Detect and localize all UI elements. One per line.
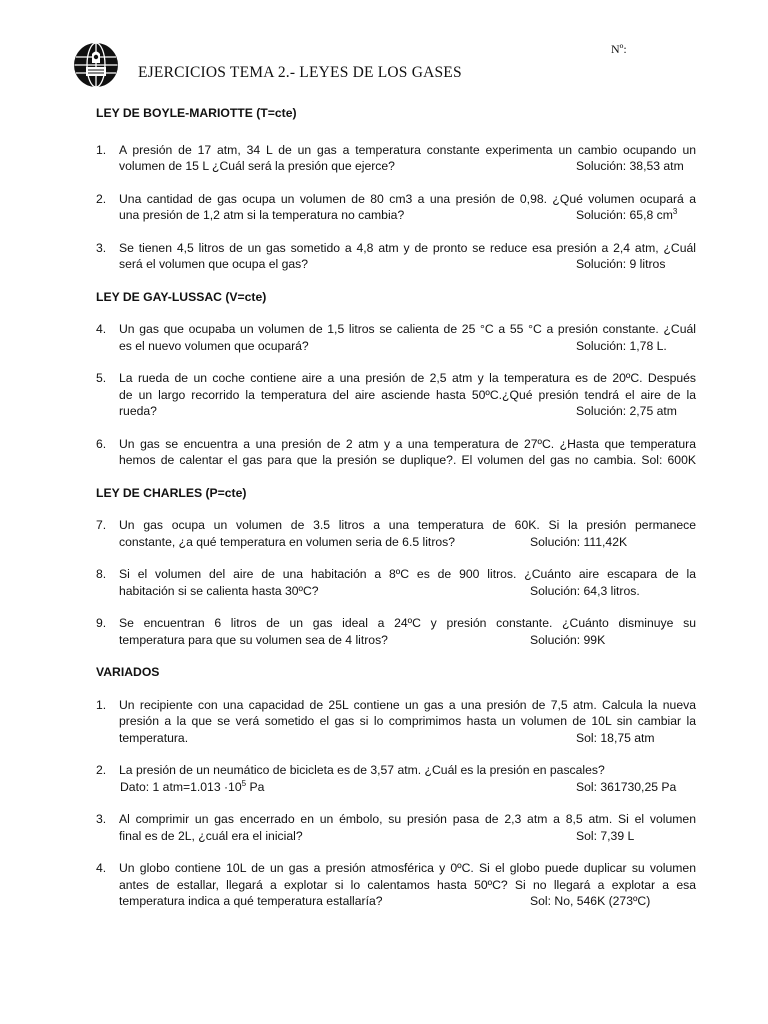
section-title: LEY DE BOYLE-MARIOTTE (T=cte) — [96, 106, 297, 120]
section-variados — [96, 664, 696, 910]
exercise-item — [96, 615, 696, 648]
exercise-item — [96, 321, 696, 354]
globe-logo-icon — [72, 41, 120, 89]
exercise-number: 2. — [96, 763, 107, 777]
exercise-item — [96, 191, 696, 224]
exercise-text: Un gas se encuentra a una presión de 2 atm y a una temperatura de 27ºC. ¿Hasta que temperatura — [119, 436, 696, 451]
exercise-number: 1. — [96, 697, 107, 712]
exercise-text: temperatura. — [119, 730, 189, 745]
solution-text: Solución: 1,78 L. — [576, 338, 667, 353]
exercise-text: antes de estallar, llegará a explotar si lo calentamos hasta 50ºC? Si no llegará a explotar a esa — [119, 877, 696, 892]
exercise-text: temperatura para que su volumen sea de 4 litros? — [119, 632, 388, 647]
solution-text: Solución: 9 litros — [576, 257, 666, 271]
exercise-item — [96, 566, 696, 599]
section-title: LEY DE CHARLES (P=cte) — [96, 485, 247, 500]
exercise-item — [96, 436, 696, 469]
exercise-item — [96, 697, 696, 747]
exercise-list — [96, 100, 696, 910]
exercise-number: 5. — [96, 371, 107, 385]
section-title: LEY DE GAY-LUSSAC (V=cte) — [96, 289, 267, 304]
solution-text: Sol: 7,39 L — [576, 828, 635, 843]
section-charles — [96, 485, 696, 649]
exercise-item — [96, 860, 696, 910]
exercise-number: 6. — [96, 436, 107, 451]
solution-text: Solución: 111,42K — [530, 534, 628, 549]
exercise-number: 4. — [96, 322, 107, 336]
solution-text: Solución: 2,75 atm — [576, 404, 677, 418]
exercise-text: Se tienen 4,5 litros de un gas sometido a 4,8 atm y de pronto se reduce esa presión a 2,4 atm, ¿Cuál — [119, 240, 696, 255]
solution-text: Solución: 64,3 litros. — [530, 583, 640, 598]
exercise-number: 3. — [96, 240, 107, 255]
exercise-text: habitación si se calienta hasta 30ºC? — [119, 583, 319, 598]
solution-text: Sol: 361730,25 Pa — [576, 779, 677, 794]
exercise-number: 3. — [96, 812, 107, 826]
exercise-number: 2. — [96, 191, 107, 206]
exercise-number: 9. — [96, 616, 107, 630]
exercise-text: La presión de un neumático de bicicleta es de 3,57 atm. ¿Cuál es la presión en pascales? — [119, 763, 605, 777]
exercise-item — [96, 370, 696, 420]
exercise-text: rueda? — [119, 404, 157, 418]
section-gay-lussac — [96, 289, 696, 469]
exercise-text: Al comprimir un gas encerrado en un émbolo, su presión pasa de 2,3 atm a 8,5 atm. Si el volumen — [119, 812, 696, 826]
exercise-item — [96, 240, 696, 273]
exercise-number: 4. — [96, 861, 107, 875]
exercise-item — [96, 811, 696, 844]
exercise-number: 1. — [96, 142, 107, 157]
solution-text: Solución: 38,53 atm — [576, 159, 684, 173]
exercise-text: Dato: 1 $atm=1.013 \cdot 10^5$ Pa — [120, 778, 265, 794]
exercise-text: Un gas ocupa un volumen de 3.5 litros a una temperatura de 60K. Si la presión permanece — [119, 518, 696, 532]
exercise-item — [96, 517, 696, 550]
exercise-text: una presión de 1,2 atm si la temperatura no cambia? — [119, 208, 405, 222]
solution-text: Solución: 65,8 $cm^3$ — [576, 207, 678, 222]
exercise-number: 7. — [96, 518, 107, 532]
exercise-text: Una cantidad de gas ocupa un volumen de 80 cm3 a una presión de 0,98. ¿Qué volumen ocupará a — [119, 191, 696, 206]
number-label: Nº: — [611, 42, 627, 56]
solution-text: Sol: 18,75 atm — [576, 730, 655, 745]
solution-text: Solución: 99K — [530, 632, 606, 647]
exercise-text: será el volumen que ocupa el gas? — [119, 257, 309, 271]
exercise-text: Se encuentran 6 litros de un gas ideal a 24ºC y presión constante. ¿Cuánto disminuye su — [119, 616, 696, 630]
exercise-text: La rueda de un coche contiene aire a una presión de 2,5 atm y la temperatura es de 20ºC. Después — [119, 371, 696, 385]
exercise-text: es el nuevo volumen que ocupará? — [119, 338, 309, 353]
exercise-text: Un gas que ocupaba un volumen de 1,5 litros se calienta de 25 °C a 55 °C a presión constante. ¿Cuál — [119, 322, 696, 336]
exercise-text: final es de 2L, ¿cuál era el inicial? — [119, 828, 303, 843]
exercise-text: temperatura indica a qué temperatura estallaría? — [119, 894, 383, 908]
exercise-text: constante, ¿a qué temperatura en volumen seria de 6.5 litros? — [119, 534, 456, 549]
exercise-text: volumen de 15 L ¿Cuál será la presión que ejerce? — [119, 159, 395, 173]
document-title: EJERCICIOS TEMA 2.- LEYES DE LOS GASES — [138, 64, 462, 81]
exercise-item — [96, 142, 696, 175]
exercise-text: A presión de 17 atm, 34 L de un gas a temperatura constante experimenta un cambio ocupando un — [119, 142, 696, 157]
exercise-number: 8. — [96, 567, 107, 581]
exercise-text: hemos de calentar el gas para que la presión se duplique?. El volumen del gas no cambia. Sol: 600K — [119, 453, 696, 467]
exercise-text: presión a la que se verá sometido el gas si lo comprimimos hasta un volumen de 10L sin cambiar la — [119, 714, 696, 728]
solution-text: Sol: No, 546K (273ºC) — [530, 894, 651, 908]
exercise-text: de un largo recorrido la temperatura del aire asciende hasta 50ºC.¿Qué presión tendrá el aire de la — [119, 387, 696, 402]
exercise-text: Si el volumen del aire de una habitación a 8ºC es de 900 litros. ¿Cuánto aire escapara de la — [119, 567, 696, 581]
exercise-text: Un globo contiene 10L de un gas a presión atmosférica y 0ºC. Si el globo puede duplicar su volumen — [119, 861, 696, 875]
exercise-item — [96, 762, 696, 795]
section-title: VARIADOS — [96, 665, 160, 679]
section-boyle-mariotte — [96, 105, 696, 273]
exercise-text: Un recipiente con una capacidad de 25L contiene un gas a una presión de 7,5 atm. Calcula la nueva — [119, 697, 696, 712]
